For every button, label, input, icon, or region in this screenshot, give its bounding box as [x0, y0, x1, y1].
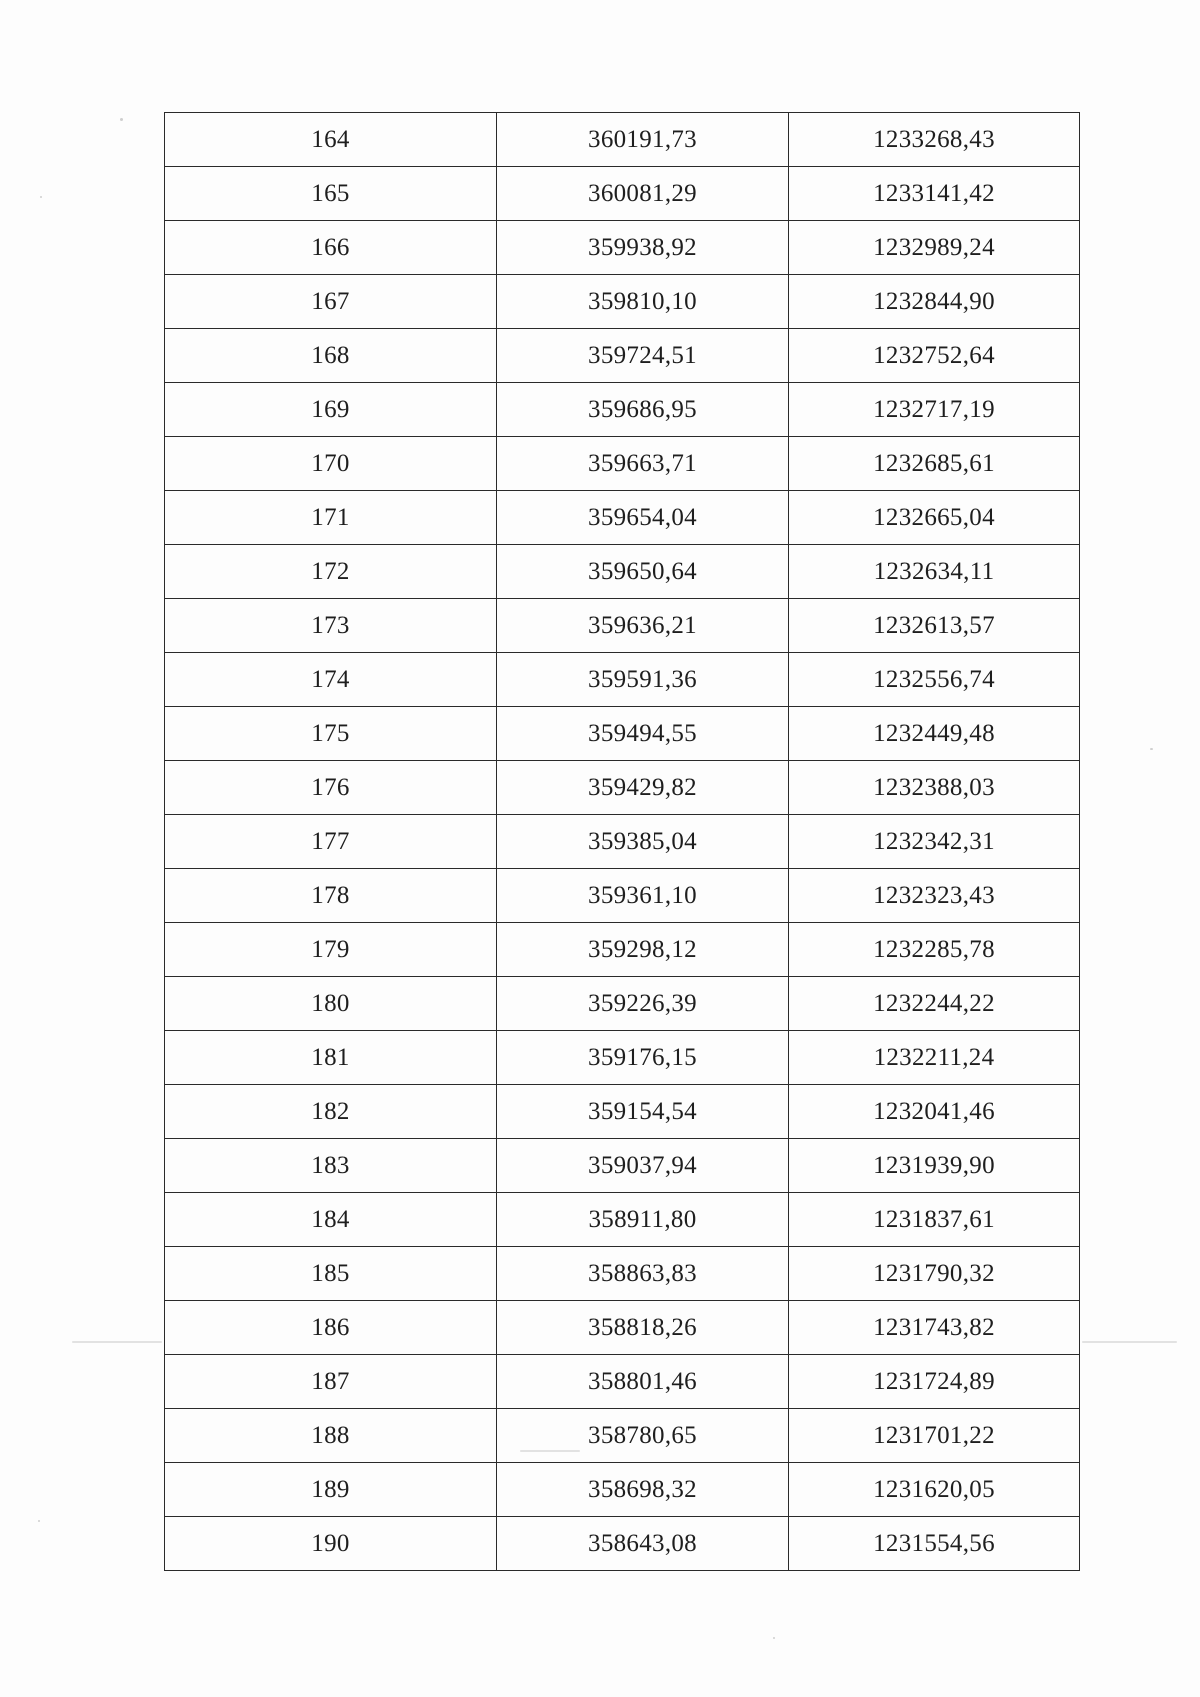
point-number-cell: 174 — [165, 653, 497, 707]
y-coordinate-cell: 1232285,78 — [789, 923, 1080, 977]
point-number-cell: 170 — [165, 437, 497, 491]
y-coordinate-cell: 1231837,61 — [789, 1193, 1080, 1247]
table-row — [165, 437, 1080, 491]
table-row — [165, 923, 1080, 977]
y-coordinate-cell: 1231554,56 — [789, 1517, 1080, 1571]
y-coordinate-cell: 1232752,64 — [789, 329, 1080, 383]
point-number-cell: 164 — [165, 113, 497, 167]
table-row — [165, 275, 1080, 329]
y-coordinate-cell: 1232342,31 — [789, 815, 1080, 869]
table-row — [165, 707, 1080, 761]
point-number-cell: 168 — [165, 329, 497, 383]
x-coordinate-cell: 359037,94 — [497, 1139, 789, 1193]
point-number-cell: 179 — [165, 923, 497, 977]
scan-speck — [773, 1637, 775, 1639]
x-coordinate-cell: 358818,26 — [497, 1301, 789, 1355]
y-coordinate-cell: 1232685,61 — [789, 437, 1080, 491]
x-coordinate-cell: 358643,08 — [497, 1517, 789, 1571]
point-number-cell: 165 — [165, 167, 497, 221]
table-row — [165, 491, 1080, 545]
table-row — [165, 815, 1080, 869]
table-row — [165, 113, 1080, 167]
y-coordinate-cell: 1231790,32 — [789, 1247, 1080, 1301]
point-number-cell: 190 — [165, 1517, 497, 1571]
table-row — [165, 383, 1080, 437]
x-coordinate-cell: 358780,65 — [497, 1409, 789, 1463]
table-row — [165, 1085, 1080, 1139]
x-coordinate-cell: 359226,39 — [497, 977, 789, 1031]
y-coordinate-cell: 1232634,11 — [789, 545, 1080, 599]
table-row — [165, 761, 1080, 815]
y-coordinate-cell: 1231743,82 — [789, 1301, 1080, 1355]
y-coordinate-cell: 1231701,22 — [789, 1409, 1080, 1463]
scan-speck — [120, 118, 123, 121]
x-coordinate-cell: 359176,15 — [497, 1031, 789, 1085]
y-coordinate-cell: 1231724,89 — [789, 1355, 1080, 1409]
table-row — [165, 977, 1080, 1031]
x-coordinate-cell: 359686,95 — [497, 383, 789, 437]
x-coordinate-cell: 359154,54 — [497, 1085, 789, 1139]
table-row — [165, 1031, 1080, 1085]
x-coordinate-cell: 358863,83 — [497, 1247, 789, 1301]
scan-speck — [40, 196, 42, 198]
x-coordinate-cell: 359385,04 — [497, 815, 789, 869]
x-coordinate-cell: 359810,10 — [497, 275, 789, 329]
point-number-cell: 177 — [165, 815, 497, 869]
point-number-cell: 189 — [165, 1463, 497, 1517]
coordinates-table — [164, 112, 1080, 1571]
y-coordinate-cell: 1232844,90 — [789, 275, 1080, 329]
table-row — [165, 1139, 1080, 1193]
scan-smudge — [1082, 1341, 1177, 1343]
point-number-cell: 167 — [165, 275, 497, 329]
y-coordinate-cell: 1232665,04 — [789, 491, 1080, 545]
scan-smudge — [72, 1341, 162, 1343]
table-row — [165, 545, 1080, 599]
x-coordinate-cell: 358698,32 — [497, 1463, 789, 1517]
x-coordinate-cell: 359724,51 — [497, 329, 789, 383]
x-coordinate-cell: 359591,36 — [497, 653, 789, 707]
table-row — [165, 1301, 1080, 1355]
point-number-cell: 181 — [165, 1031, 497, 1085]
y-coordinate-cell: 1232211,24 — [789, 1031, 1080, 1085]
table-row — [165, 1247, 1080, 1301]
table-row — [165, 167, 1080, 221]
point-number-cell: 187 — [165, 1355, 497, 1409]
point-number-cell: 185 — [165, 1247, 497, 1301]
point-number-cell: 183 — [165, 1139, 497, 1193]
x-coordinate-cell: 359636,21 — [497, 599, 789, 653]
y-coordinate-cell: 1232449,48 — [789, 707, 1080, 761]
x-coordinate-cell: 359650,64 — [497, 545, 789, 599]
point-number-cell: 184 — [165, 1193, 497, 1247]
x-coordinate-cell: 360191,73 — [497, 113, 789, 167]
point-number-cell: 169 — [165, 383, 497, 437]
point-number-cell: 176 — [165, 761, 497, 815]
x-coordinate-cell: 358801,46 — [497, 1355, 789, 1409]
table-row — [165, 329, 1080, 383]
point-number-cell: 166 — [165, 221, 497, 275]
y-coordinate-cell: 1231620,05 — [789, 1463, 1080, 1517]
x-coordinate-cell: 358911,80 — [497, 1193, 789, 1247]
y-coordinate-cell: 1233268,43 — [789, 113, 1080, 167]
y-coordinate-cell: 1232041,46 — [789, 1085, 1080, 1139]
table-row — [165, 599, 1080, 653]
scan-speck — [1150, 748, 1153, 750]
coordinates-table-body — [165, 113, 1080, 1571]
x-coordinate-cell: 360081,29 — [497, 167, 789, 221]
y-coordinate-cell: 1231939,90 — [789, 1139, 1080, 1193]
y-coordinate-cell: 1232556,74 — [789, 653, 1080, 707]
y-coordinate-cell: 1233141,42 — [789, 167, 1080, 221]
point-number-cell: 172 — [165, 545, 497, 599]
table-row — [165, 1193, 1080, 1247]
table-row — [165, 1517, 1080, 1571]
table-row — [165, 1463, 1080, 1517]
x-coordinate-cell: 359663,71 — [497, 437, 789, 491]
scan-smudge — [520, 1450, 580, 1452]
point-number-cell: 182 — [165, 1085, 497, 1139]
y-coordinate-cell: 1232244,22 — [789, 977, 1080, 1031]
point-number-cell: 171 — [165, 491, 497, 545]
table-row — [165, 653, 1080, 707]
table-row — [165, 869, 1080, 923]
x-coordinate-cell: 359429,82 — [497, 761, 789, 815]
y-coordinate-cell: 1232717,19 — [789, 383, 1080, 437]
x-coordinate-cell: 359654,04 — [497, 491, 789, 545]
y-coordinate-cell: 1232989,24 — [789, 221, 1080, 275]
x-coordinate-cell: 359938,92 — [497, 221, 789, 275]
y-coordinate-cell: 1232388,03 — [789, 761, 1080, 815]
table-row — [165, 1355, 1080, 1409]
scan-speck — [38, 1520, 40, 1522]
x-coordinate-cell: 359361,10 — [497, 869, 789, 923]
x-coordinate-cell: 359494,55 — [497, 707, 789, 761]
table-row — [165, 1409, 1080, 1463]
table-row — [165, 221, 1080, 275]
point-number-cell: 175 — [165, 707, 497, 761]
point-number-cell: 173 — [165, 599, 497, 653]
y-coordinate-cell: 1232323,43 — [789, 869, 1080, 923]
point-number-cell: 178 — [165, 869, 497, 923]
point-number-cell: 188 — [165, 1409, 497, 1463]
x-coordinate-cell: 359298,12 — [497, 923, 789, 977]
point-number-cell: 180 — [165, 977, 497, 1031]
point-number-cell: 186 — [165, 1301, 497, 1355]
y-coordinate-cell: 1232613,57 — [789, 599, 1080, 653]
